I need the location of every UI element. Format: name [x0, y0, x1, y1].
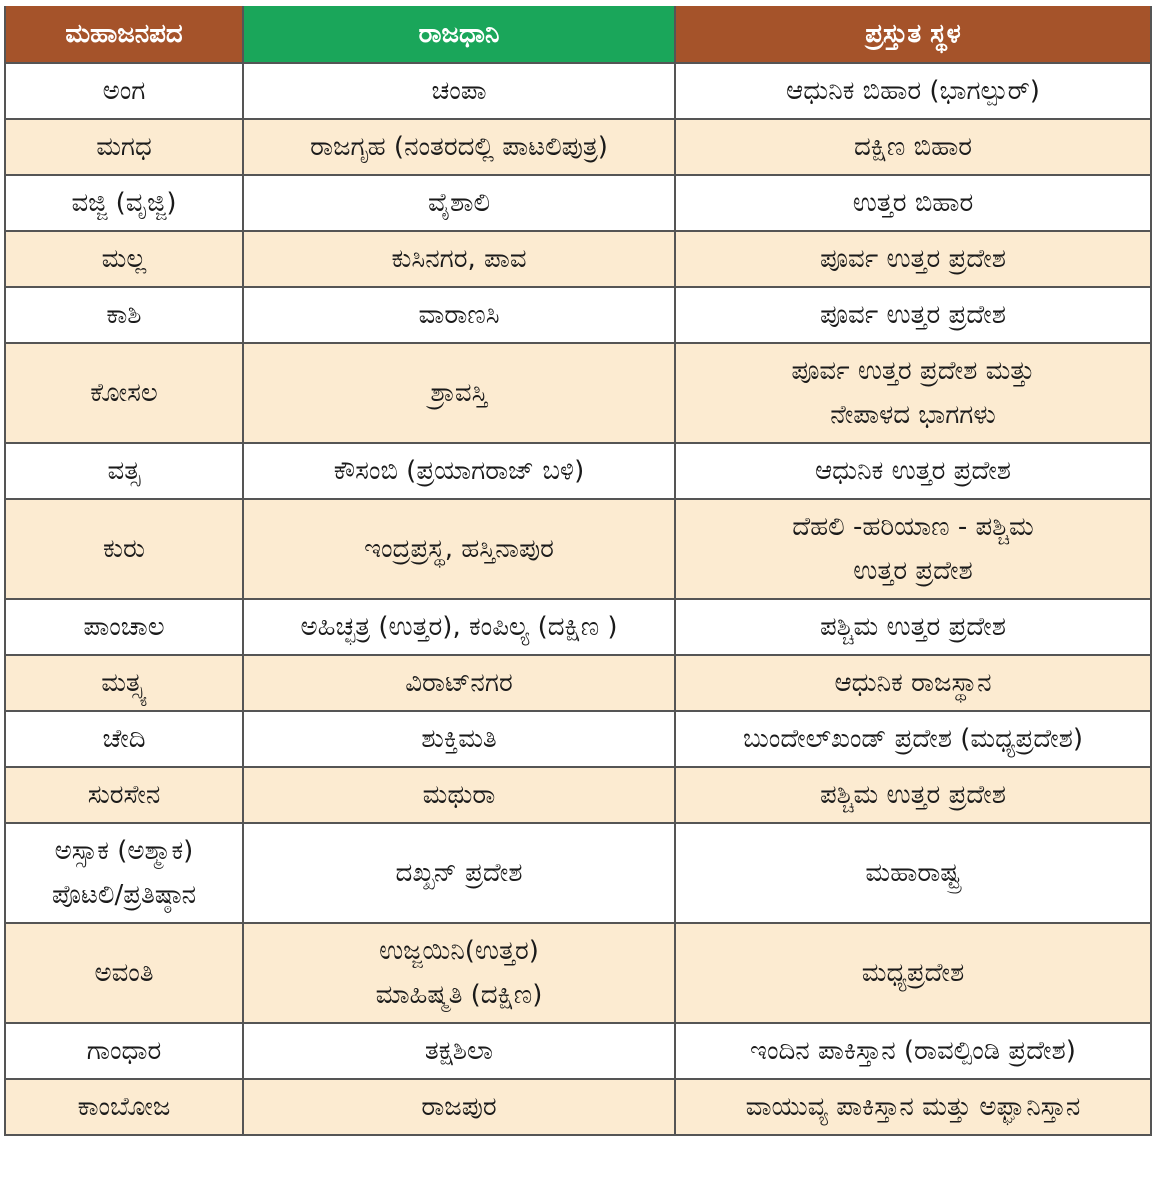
cell-capital: ಇಂದ್ರಪ್ರಸ್ಥ, ಹಸ್ತಿನಾಪುರ: [243, 499, 675, 599]
cell-location: ಪೂರ್ವ ಉತ್ತರ ಪ್ರದೇಶ: [675, 287, 1151, 343]
cell-capital: ಅಹಿಚ್ಛತ್ರ (ಉತ್ತರ), ಕಂಪಿಲ್ಯ (ದಕ್ಷಿಣ ): [243, 599, 675, 655]
cell-location: ಪೂರ್ವ ಉತ್ತರ ಪ್ರದೇಶ ಮತ್ತು ನೇಪಾಳದ ಭಾಗಗಳು: [675, 343, 1151, 443]
table-row: [5, 499, 1151, 599]
table-row: [5, 287, 1151, 343]
table-row: [5, 231, 1151, 287]
cell-location: ಬುಂದೇಲ್‌ಖಂಡ್ ಪ್ರದೇಶ (ಮಧ್ಯಪ್ರದೇಶ): [675, 711, 1151, 767]
cell-capital: ವೈಶಾಲಿ: [243, 175, 675, 231]
cell-mahajanapada: ಕಾಂಬೋಜ: [5, 1079, 243, 1135]
cell-location: ಮಧ್ಯಪ್ರದೇಶ: [675, 923, 1151, 1023]
header-mahajanapada: ಮಹಾಜನಪದ: [5, 6, 243, 63]
cell-capital: ವಿರಾಟ್‌ನಗರ: [243, 655, 675, 711]
table-row: [5, 711, 1151, 767]
mahajanapada-table: [4, 6, 1152, 1136]
table-row: [5, 767, 1151, 823]
cell-mahajanapada: ವತ್ಸ: [5, 443, 243, 499]
cell-mahajanapada: ಗಾಂಧಾರ: [5, 1023, 243, 1079]
cell-location: ಆಧುನಿಕ ರಾಜಸ್ಥಾನ: [675, 655, 1151, 711]
cell-mahajanapada: ಮಗಧ: [5, 119, 243, 175]
table-row: [5, 823, 1151, 923]
cell-location: ವಾಯುವ್ಯ ಪಾಕಿಸ್ತಾನ ಮತ್ತು ಅಫ್ಘಾನಿಸ್ತಾನ: [675, 1079, 1151, 1135]
table-row: [5, 1079, 1151, 1135]
cell-mahajanapada: ಕುರು: [5, 499, 243, 599]
cell-capital: ಮಥುರಾ: [243, 767, 675, 823]
cell-capital: ವಾರಾಣಸಿ: [243, 287, 675, 343]
cell-capital: ಶುಕ್ತಿಮತಿ: [243, 711, 675, 767]
mahajanapada-table-page: [4, 6, 1150, 1136]
cell-location: ಆಧುನಿಕ ಉತ್ತರ ಪ್ರದೇಶ: [675, 443, 1151, 499]
table-row: [5, 923, 1151, 1023]
cell-location: ದೆಹಲಿ -ಹರಿಯಾಣ - ಪಶ್ಚಿಮ ಉತ್ತರ ಪ್ರದೇಶ: [675, 499, 1151, 599]
cell-capital: ಚಂಪಾ: [243, 63, 675, 119]
cell-location: ಆಧುನಿಕ ಬಿಹಾರ (ಭಾಗಲ್ಪುರ್): [675, 63, 1151, 119]
table-row: [5, 63, 1151, 119]
cell-location: ಉತ್ತರ ಬಿಹಾರ: [675, 175, 1151, 231]
cell-location: ದಕ್ಷಿಣ ಬಿಹಾರ: [675, 119, 1151, 175]
table-row: [5, 1023, 1151, 1079]
cell-mahajanapada: ಚೇದಿ: [5, 711, 243, 767]
cell-mahajanapada: ಸುರಸೇನ: [5, 767, 243, 823]
header-capital: ರಾಜಧಾನಿ: [243, 6, 675, 63]
cell-capital: ಕೌಸಂಬಿ (ಪ್ರಯಾಗರಾಜ್ ಬಳಿ): [243, 443, 675, 499]
table-row: [5, 655, 1151, 711]
cell-mahajanapada: ಅವಂತಿ: [5, 923, 243, 1023]
table-row: [5, 119, 1151, 175]
header-present-location: ಪ್ರಸ್ತುತ ಸ್ಥಳ: [675, 6, 1151, 63]
table-row: [5, 443, 1151, 499]
cell-location: ಪೂರ್ವ ಉತ್ತರ ಪ್ರದೇಶ: [675, 231, 1151, 287]
cell-capital: ಉಜ್ಜಯಿನಿ(ಉತ್ತರ) ಮಾಹಿಷ್ಮತಿ (ದಕ್ಷಿಣ): [243, 923, 675, 1023]
table-row: [5, 343, 1151, 443]
cell-location: ಪಶ್ಚಿಮ ಉತ್ತರ ಪ್ರದೇಶ: [675, 767, 1151, 823]
cell-mahajanapada: ವಜ್ಜಿ (ವೃಜ್ಜಿ): [5, 175, 243, 231]
table-row: [5, 599, 1151, 655]
cell-capital: ತಕ್ಷಶಿಲಾ: [243, 1023, 675, 1079]
cell-location: ಇಂದಿನ ಪಾಕಿಸ್ತಾನ (ರಾವಲ್ಪಿಂಡಿ ಪ್ರದೇಶ): [675, 1023, 1151, 1079]
cell-mahajanapada: ಕಾಶಿ: [5, 287, 243, 343]
cell-mahajanapada: ಮಲ್ಲ: [5, 231, 243, 287]
cell-capital: ಶ್ರಾವಸ್ತಿ: [243, 343, 675, 443]
cell-location: ಪಶ್ಚಿಮ ಉತ್ತರ ಪ್ರದೇಶ: [675, 599, 1151, 655]
cell-capital: ರಾಜಗೃಹ (ನಂತರದಲ್ಲಿ ಪಾಟಲಿಪುತ್ರ): [243, 119, 675, 175]
cell-mahajanapada: ಪಾಂಚಾಲ: [5, 599, 243, 655]
cell-location: ಮಹಾರಾಷ್ಟ್ರ: [675, 823, 1151, 923]
cell-mahajanapada: ಅಸ್ಸಾಕ (ಅಶ್ಮಾಕ) ಪೊಟಲಿ/ಪ್ರತಿಷ್ಠಾನ: [5, 823, 243, 923]
cell-mahajanapada: ಮತ್ಸ್ಯ: [5, 655, 243, 711]
cell-capital: ದಖ್ಖನ್ ಪ್ರದೇಶ: [243, 823, 675, 923]
cell-capital: ಕುಸಿನಗರ, ಪಾವ: [243, 231, 675, 287]
cell-capital: ರಾಜಪುರ: [243, 1079, 675, 1135]
cell-mahajanapada: ಕೋಸಲ: [5, 343, 243, 443]
cell-mahajanapada: ಅಂಗ: [5, 63, 243, 119]
table-header-row: [5, 6, 1151, 63]
table-row: [5, 175, 1151, 231]
